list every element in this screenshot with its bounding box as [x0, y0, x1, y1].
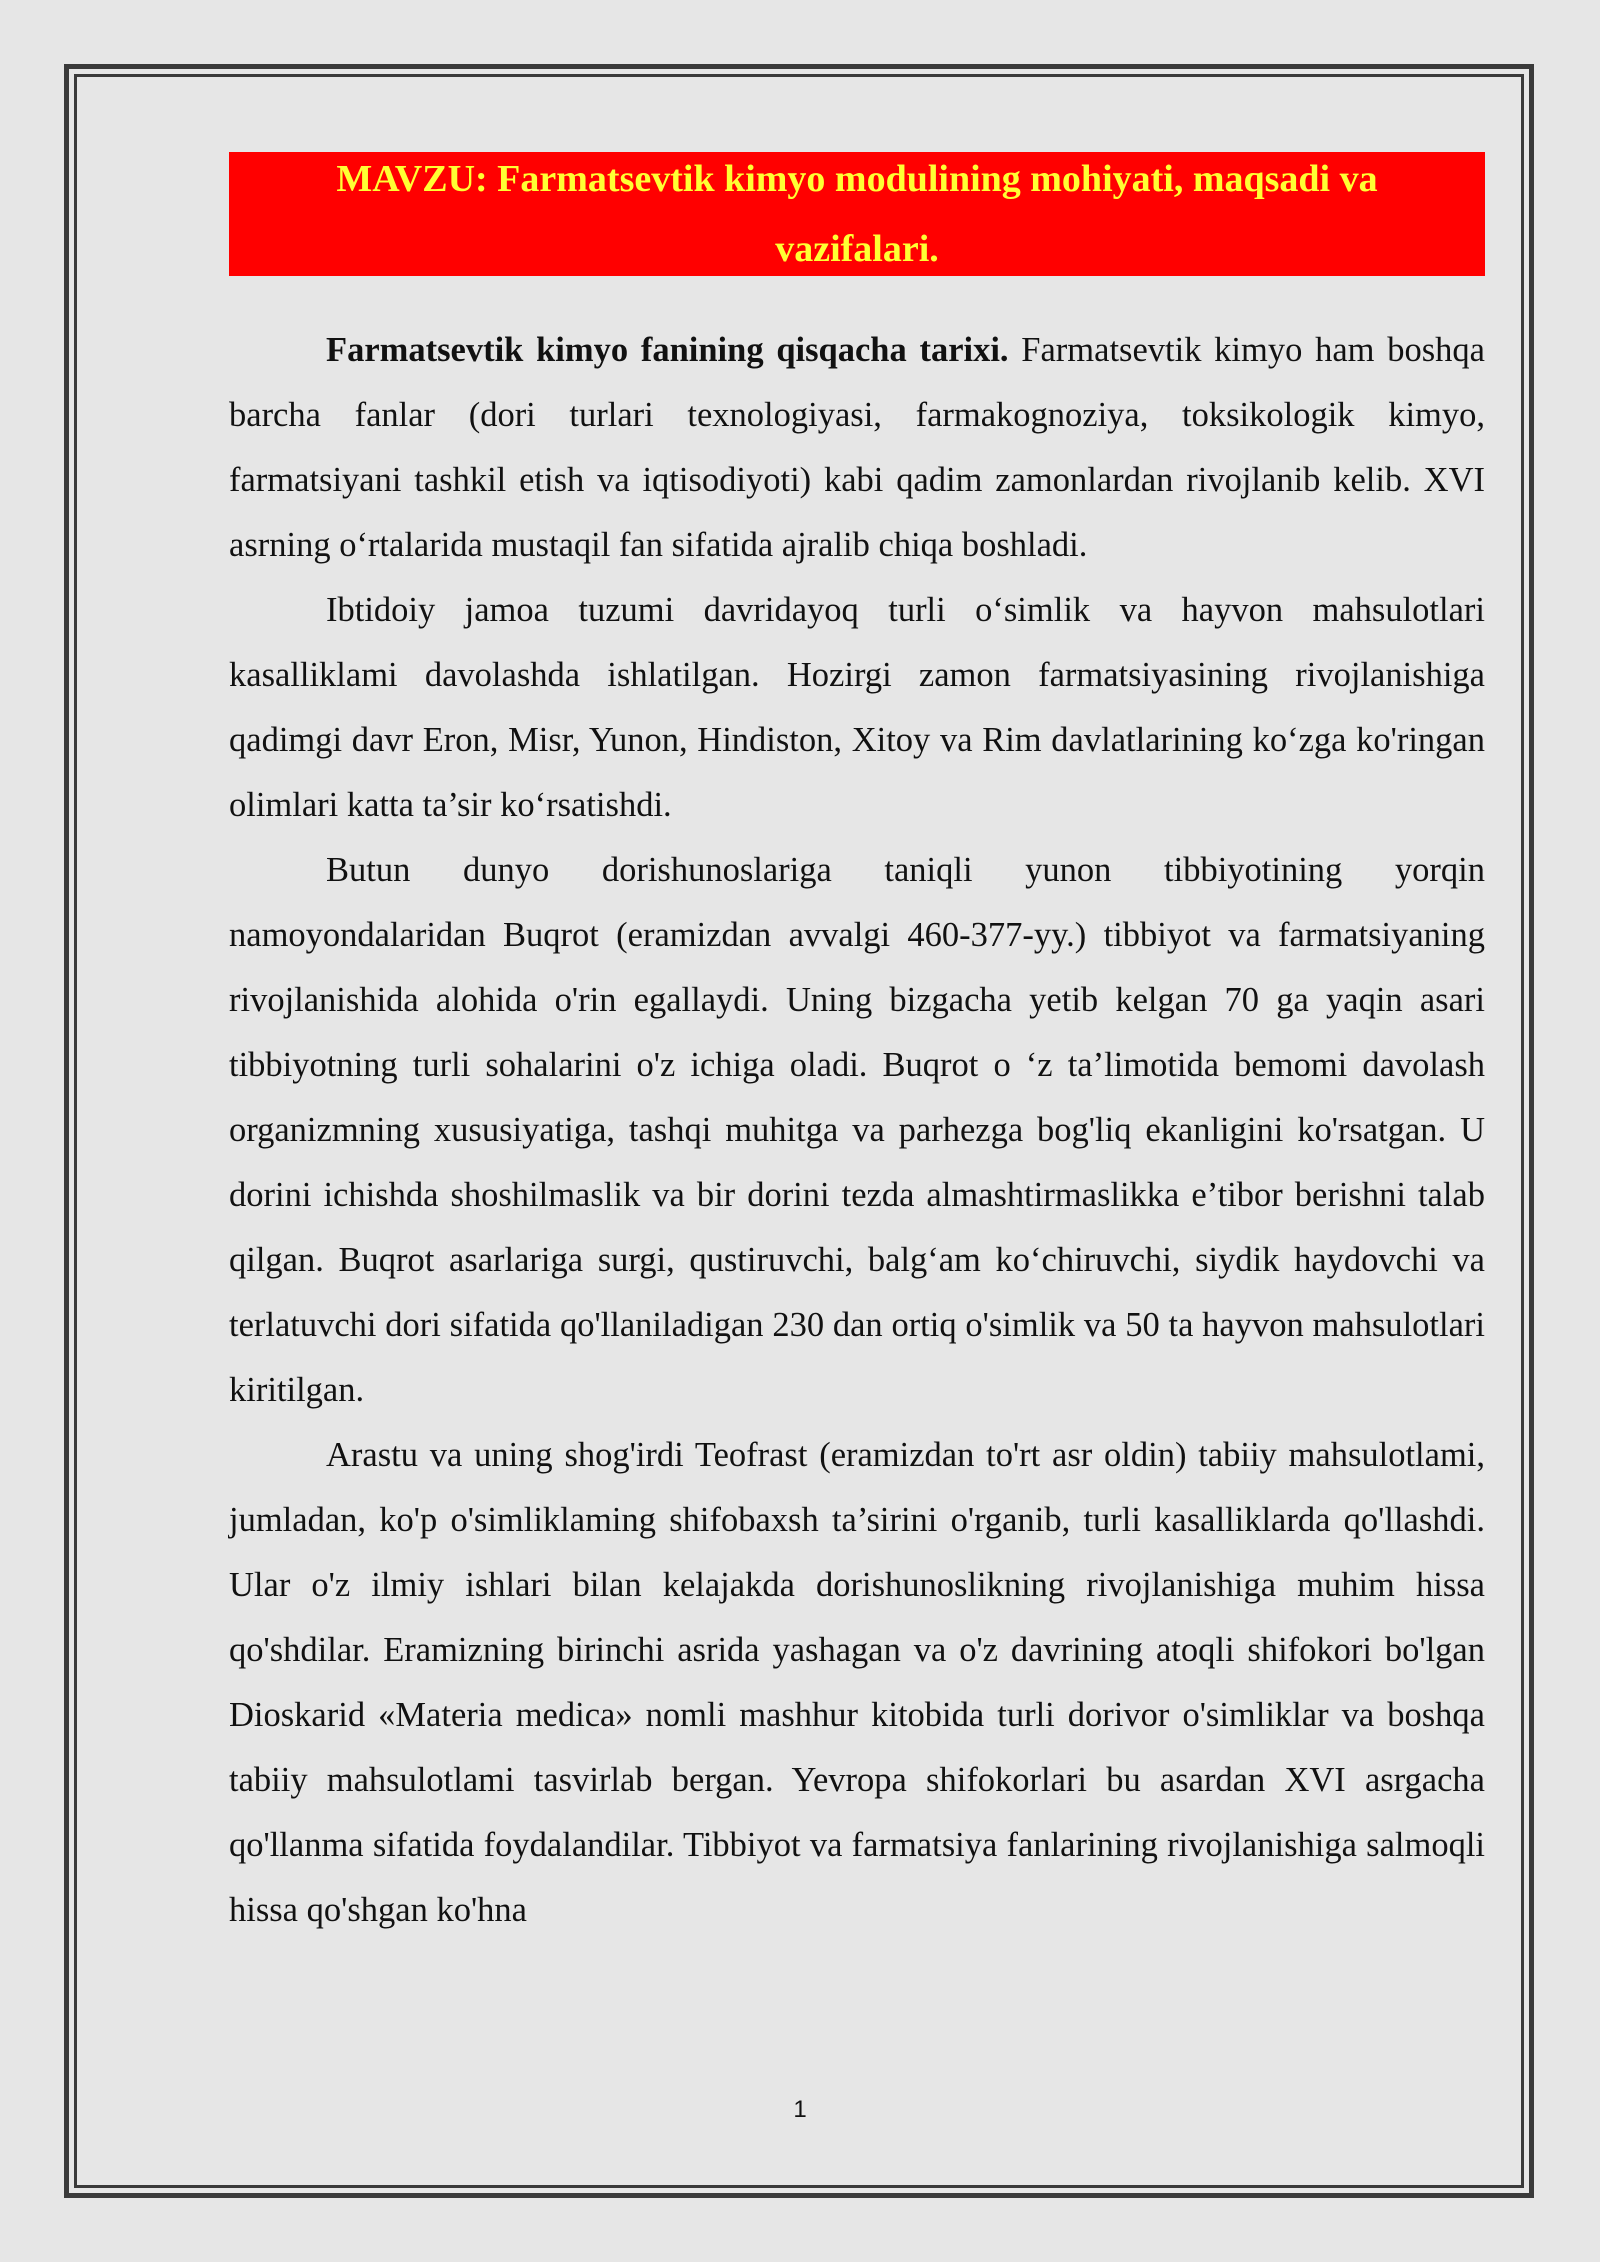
paragraph-1-text: Farmatsevtik kimyo ham boshqa barcha fanlar (dori turlari texnologiyasi, farmakognoziya, toksikologik kimyo, farmatsiyani tashkil etish va iqtisodiyoti) kabi qadim zamonlardan rivojlanib kelib. XVI asrning o‘rtalarida mustaqil fan sifatida ajralib chiqa boshladi.	[229, 331, 1485, 564]
topic-title-line-1: MAVZU: Farmatsevtik kimyo modulining mohiyati, maqsadi va	[336, 158, 1378, 200]
paragraph-4	[229, 1423, 1485, 1943]
paragraph-1	[229, 318, 1485, 578]
page-number: 1	[793, 2096, 807, 2123]
paragraph-2	[229, 578, 1485, 838]
paragraph-3-text: Butun dunyo dorishunoslariga taniqli yunon tibbiyotining yorqin namoyondalaridan Buqrot (eramizdan avvalgi 460-377-yy.) tibbiyot va farmatsiyaning rivojlanishida alohida o'rin egallaydi. Uning bizgacha yetib kelgan 70 ga yaqin asari tibbiyotning turli sohalarini o'z ichiga oladi. Buqrot o ‘z ta’limotida bemomi davolash organizmning xususiyatiga, tashqi muhitga va parhezga bog'liq ekanligini ko'rsatgan. U dorini ichishda shoshilmaslik va bir dorini tezda almashtirmaslikka e’tibor berishni talab qilgan. Buqrot asarlariga surgi, qustiruvchi, balg‘am ko‘chiruvchi, siydik haydovchi va terlatuvchi dori sifatida qo'llaniladigan 230 dan ortiq o'simlik va 50 ta hayvon mahsulotlari kiritilgan.	[229, 851, 1485, 1409]
topic-title-banner	[229, 152, 1485, 276]
topic-title-line-2: vazifalari.	[775, 228, 939, 270]
paragraph-1-lead-heading: Farmatsevtik kimyo fanining qisqacha tarixi.	[326, 331, 1009, 369]
paragraph-3	[229, 838, 1485, 1423]
paragraph-2-text: Ibtidoiy jamoa tuzumi davridayoq turli o‘simlik va hayvon mahsulotlari kasalliklami davolashda ishlatilgan. Hozirgi zamon farmatsiyasining rivojlanishiga qadimgi davr Eron, Misr, Yunon, Hindiston, Xitoy va Rim davlatlarining ko‘zga ko'ringan olimlari katta ta’sir ko‘rsatishdi.	[229, 591, 1485, 824]
paragraph-4-text: Arastu va uning shog'irdi Teofrast (eramizdan to'rt asr oldin) tabiiy mahsulotlami, jumladan, ko'p o'simliklaming shifobaxsh ta’sirini o'rganib, turli kasalliklarda qo'llashdi. Ular o'z ilmiy ishlari bilan kelajakda dorishunoslikning rivojlanishiga muhim hissa qo'shdilar. Eramizning birinchi asrida yashagan va o'z davrining atoqli shifokori bo'lgan Dioskarid «Materia medica» nomli mashhur kitobida turli dorivor o'simliklar va boshqa tabiiy mahsulotlami tasvirlab bergan. Yevropa shifokorlari bu asardan XVI asrgacha qo'llanma sifatida foydalandilar. Tibbiyot va farmatsiya fanlarining rivojlanishiga salmoqli hissa qo'shgan ko'hna	[229, 1436, 1485, 1929]
document-body	[229, 318, 1485, 1943]
